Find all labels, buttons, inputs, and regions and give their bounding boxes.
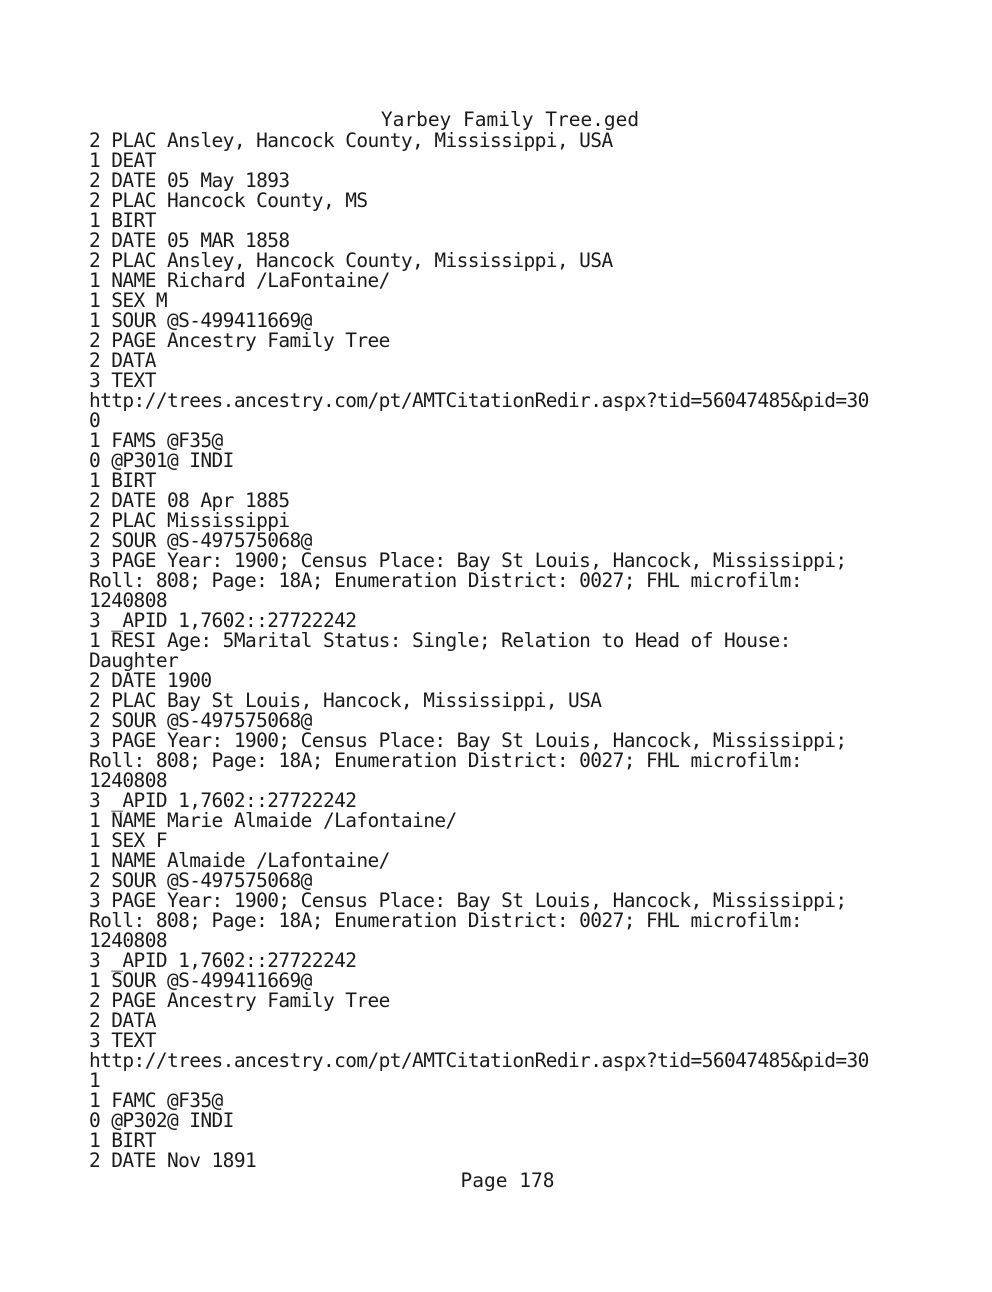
gedcom-line: 2 SOUR @S-497575068@	[89, 709, 312, 732]
gedcom-line: 1 FAMC @F35@	[89, 1089, 223, 1112]
gedcom-line: Roll: 808; Page: 18A; Enumeration District: 0027; FHL microfilm:	[89, 569, 802, 592]
gedcom-line: 2 PAGE Ancestry Family Tree	[89, 329, 390, 352]
gedcom-line: 1240808	[89, 769, 167, 792]
gedcom-line: 1	[89, 1069, 101, 1092]
gedcom-line: 1 SEX M	[89, 289, 167, 312]
gedcom-line: 1 BIRT	[89, 469, 156, 492]
gedcom-line: 2 SOUR @S-497575068@	[89, 869, 312, 892]
gedcom-line: 3 _APID 1,7602::27722242	[89, 789, 357, 812]
gedcom-line: 3 PAGE Year: 1900; Census Place: Bay St Louis, Hancock, Mississippi;	[89, 729, 847, 752]
gedcom-line: 1240808	[89, 929, 167, 952]
gedcom-line: 2 PLAC Mississippi	[89, 509, 290, 532]
gedcom-line: 2 PAGE Ancestry Family Tree	[89, 989, 390, 1012]
gedcom-line: 3 PAGE Year: 1900; Census Place: Bay St Louis, Hancock, Mississippi;	[89, 889, 847, 912]
gedcom-line: 1 NAME Marie Almaide /Lafontaine/	[89, 809, 457, 832]
gedcom-line: 3 _APID 1,7602::27722242	[89, 609, 357, 632]
gedcom-line: 1 BIRT	[89, 1129, 156, 1152]
gedcom-line: 2 PLAC Bay St Louis, Hancock, Mississippi, USA	[89, 689, 602, 712]
gedcom-line: http://trees.ancestry.com/pt/AMTCitationRedir.aspx?tid=56047485&pid=30	[89, 1049, 869, 1072]
gedcom-line: 0	[89, 409, 101, 432]
gedcom-line: 2 DATA	[89, 1009, 156, 1032]
document-title: Yarbey Family Tree.ged	[380, 108, 640, 131]
gedcom-line: 1 FAMS @F35@	[89, 429, 223, 452]
gedcom-line: 1 NAME Almaide /Lafontaine/	[89, 849, 390, 872]
gedcom-line: 2 PLAC Hancock County, MS	[89, 189, 368, 212]
gedcom-line: 2 DATE 05 MAR 1858	[89, 229, 290, 252]
gedcom-line: 2 DATE 08 Apr 1885	[89, 489, 290, 512]
gedcom-line: 2 DATE 1900	[89, 669, 212, 692]
gedcom-line: 2 PLAC Ansley, Hancock County, Mississippi, USA	[89, 129, 613, 152]
gedcom-line: 0 @P302@ INDI	[89, 1109, 234, 1132]
gedcom-line: Roll: 808; Page: 18A; Enumeration District: 0027; FHL microfilm:	[89, 749, 802, 772]
gedcom-line: 1 NAME Richard /LaFontaine/	[89, 269, 390, 292]
gedcom-line: 1 BIRT	[89, 209, 156, 232]
gedcom-line: Daughter	[89, 649, 179, 672]
gedcom-line: 3 TEXT	[89, 1029, 156, 1052]
gedcom-line: 2 PLAC Ansley, Hancock County, Mississippi, USA	[89, 249, 613, 272]
gedcom-line: 1240808	[89, 589, 167, 612]
gedcom-line: 3 TEXT	[89, 369, 156, 392]
gedcom-line: 1 SOUR @S-499411669@	[89, 969, 312, 992]
gedcom-line: 1 DEAT	[89, 149, 156, 172]
gedcom-line: 2 DATA	[89, 349, 156, 372]
gedcom-line: 3 PAGE Year: 1900; Census Place: Bay St Louis, Hancock, Mississippi;	[89, 549, 847, 572]
gedcom-line: 1 SOUR @S-499411669@	[89, 309, 312, 332]
page-number: Page 178	[460, 1169, 555, 1192]
gedcom-line: http://trees.ancestry.com/pt/AMTCitationRedir.aspx?tid=56047485&pid=30	[89, 389, 869, 412]
gedcom-line: 1 SEX F	[89, 829, 167, 852]
gedcom-line: 3 _APID 1,7602::27722242	[89, 949, 357, 972]
gedcom-line: 1 RESI Age: 5Marital Status: Single; Relation to Head of House:	[89, 629, 791, 652]
gedcom-line: Roll: 808; Page: 18A; Enumeration District: 0027; FHL microfilm:	[89, 909, 802, 932]
gedcom-line: 0 @P301@ INDI	[89, 449, 234, 472]
gedcom-line: 2 DATE 05 May 1893	[89, 169, 290, 192]
gedcom-record-list	[89, 131, 969, 1171]
gedcom-line: 2 DATE Nov 1891	[89, 1149, 257, 1172]
gedcom-line: 2 SOUR @S-497575068@	[89, 529, 312, 552]
